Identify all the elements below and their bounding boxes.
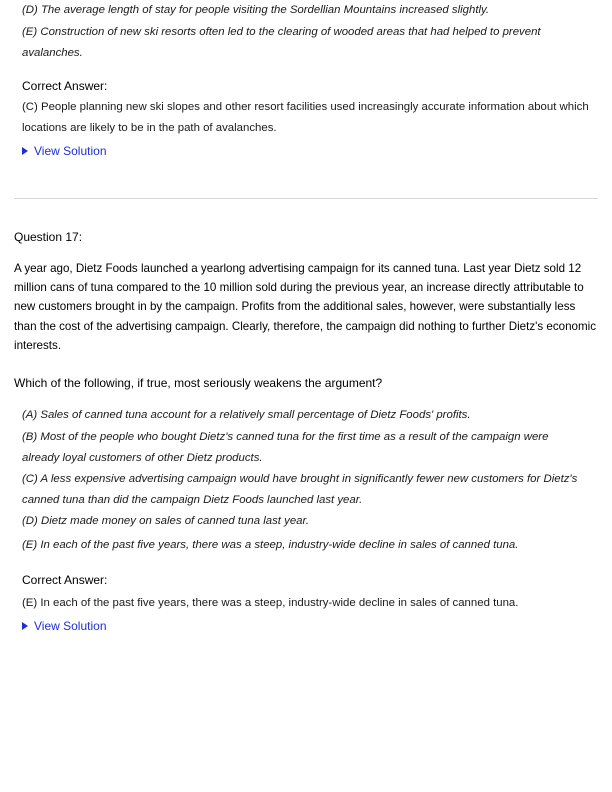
question-divider bbox=[14, 198, 598, 199]
question-prompt: Which of the following, if true, most seriously weakens the argument? bbox=[14, 376, 383, 390]
question-stem: A year ago, Dietz Foods launched a yearlong advertising campaign for its canned tuna. Last year Dietz sold 12 million cans of tuna compared to the 10 million sold during the previous year, an increase directly attributable to new customers brought in by the campaign. Profits from the additional sales, however, were substantially less than the cost of the advertising campaign. Clearly, therefore, the campaign did nothing to further Dietz's economic interests. bbox=[14, 262, 597, 352]
choice-a: (A) Sales of canned tuna account for a relatively small percentage of Dietz Foods' profits. bbox=[22, 409, 471, 421]
choice-b: (B) Most of the people who bought Dietz's canned tuna for the first time as a result of the campaign were already loyal customers of other Dietz products. bbox=[22, 431, 549, 464]
prev-view-solution-label: View Solution bbox=[34, 144, 107, 158]
choice-c: (C) A less expensive advertising campaign would have brought in significantly fewer new customers for Dietz's canned tuna than did the campaign Dietz Foods launched last year. bbox=[22, 473, 578, 506]
choice-e: (E) In each of the past five years, there was a steep, industry-wide decline in sales of canned tuna. bbox=[22, 539, 519, 551]
prev-choice-e: (E) Construction of new ski resorts often led to the clearing of wooded areas that had helped to prevent avalanches. bbox=[22, 26, 541, 59]
view-solution-link[interactable] bbox=[22, 619, 107, 633]
question-title: Question 17: bbox=[14, 230, 83, 244]
choice-d: (D) Dietz made money on sales of canned tuna last year. bbox=[22, 515, 310, 527]
expand-triangle-icon bbox=[22, 147, 28, 155]
prev-view-solution-link[interactable] bbox=[22, 144, 107, 158]
prev-choice-d: (D) The average length of stay for people visiting the Sordellian Mountains increased slightly. bbox=[22, 4, 490, 16]
prev-correct-answer-label: Correct Answer: bbox=[22, 79, 108, 93]
correct-answer: (E) In each of the past five years, there was a steep, industry-wide decline in sales of canned tuna. bbox=[22, 597, 519, 609]
correct-answer-label: Correct Answer: bbox=[22, 573, 108, 587]
view-solution-label: View Solution bbox=[34, 619, 107, 633]
expand-triangle-icon bbox=[22, 622, 28, 630]
prev-correct-answer: (C) People planning new ski slopes and other resort facilities used increasingly accurate information about which locations are likely to be in the path of avalanches. bbox=[22, 101, 589, 134]
